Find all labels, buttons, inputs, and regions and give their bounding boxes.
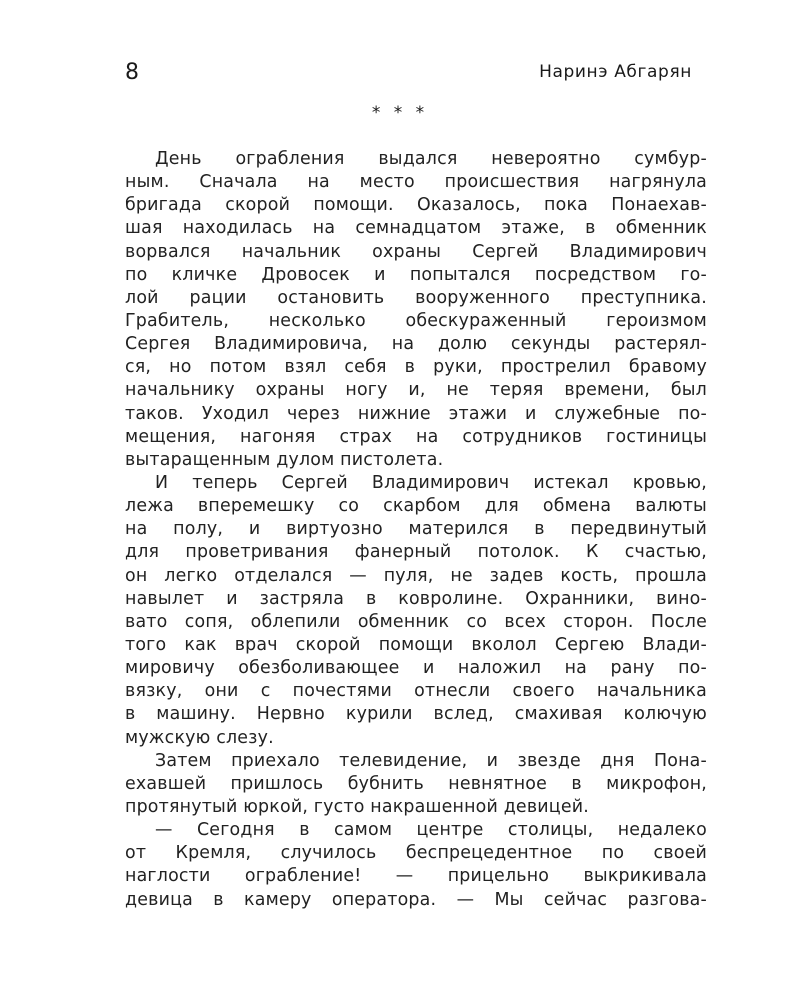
text-line: Затем приехало телевидение, и звезде дня Пона- [155,750,707,771]
text-line: вытаращенным дулом пистолета. [125,449,444,470]
text-line: мировичу обезболивающее и наложил на рану по- [125,658,707,679]
text-line: Грабитель, несколько обескураженный героизмом [125,310,707,331]
text-line: девица в камеру оператора. — Мы сейчас разгова- [125,889,707,910]
text-line: он легко отделался — пуля, не задев кость, прошла [125,565,707,586]
text-line: протянутый юркой, густо накрашенной девицей. [125,796,589,817]
text-line: наглости ограбление! — прицельно выкрикивала [125,866,707,887]
text-line: лежа вперемешку со скарбом для обмена валюты [125,496,707,517]
text-line: навылет и застряла в ковролине. Охранники, вино- [125,588,707,609]
text-line: мужскую слезу. [125,727,274,748]
text-line: ехавшей пришлось бубнить невнятное в микрофон, [125,773,707,794]
text-line: вязку, они с почестями отнесли своего начальника [125,681,707,702]
text-line: бригада скорой помощи. Оказалось, пока Понаехав- [125,195,707,216]
section-separator: * * * [371,103,429,123]
text-line: И теперь Сергей Владимирович истекал кровью, [155,472,707,493]
text-line: — Сегодня в самом центре столицы, недалеко [155,820,707,841]
text-line: для проветривания фанерный потолок. К счастью, [125,542,707,563]
text-line: лой рации остановить вооруженного преступника. [125,287,707,308]
text-line: мещения, нагоняя страх на сотрудников гостиницы [125,426,707,447]
text-line: того как врач скорой помощи вколол Сергею Влади- [125,634,707,655]
text-line: от Кремля, случилось беспрецедентное по своей [125,843,707,864]
text-line: Сергея Владимировича, на долю секунды растерял- [125,334,707,355]
text-line: шая находилась на семнадцатом этаже, в обменник [125,218,707,239]
text-line: таков. Уходил через нижние этажи и служебные по- [125,403,707,424]
running-head-author: Наринэ Абгарян [539,62,692,82]
text-line: в машину. Нервно курили вслед, смахивая колючую [125,704,707,725]
text-line: на полу, и виртуозно матерился в передвинутый [125,519,707,540]
text-line: вато сопя, облепили обменник со всех сторон. После [125,611,707,632]
text-line: ворвался начальник охраны Сергей Владимирович [125,241,707,262]
text-line: начальнику охраны ногу и, не теряя времени, был [125,380,707,401]
text-line: по кличке Дровосек и попытался посредством го- [125,264,707,285]
body-text [125,148,707,912]
text-line: ся, но потом взял себя в руки, прострелил бравому [125,357,707,378]
text-line: ным. Сначала на место происшествия нагрянула [125,172,707,193]
text-line: День ограбления выдался невероятно сумбур- [155,149,707,169]
page-number: 8 [125,60,139,85]
